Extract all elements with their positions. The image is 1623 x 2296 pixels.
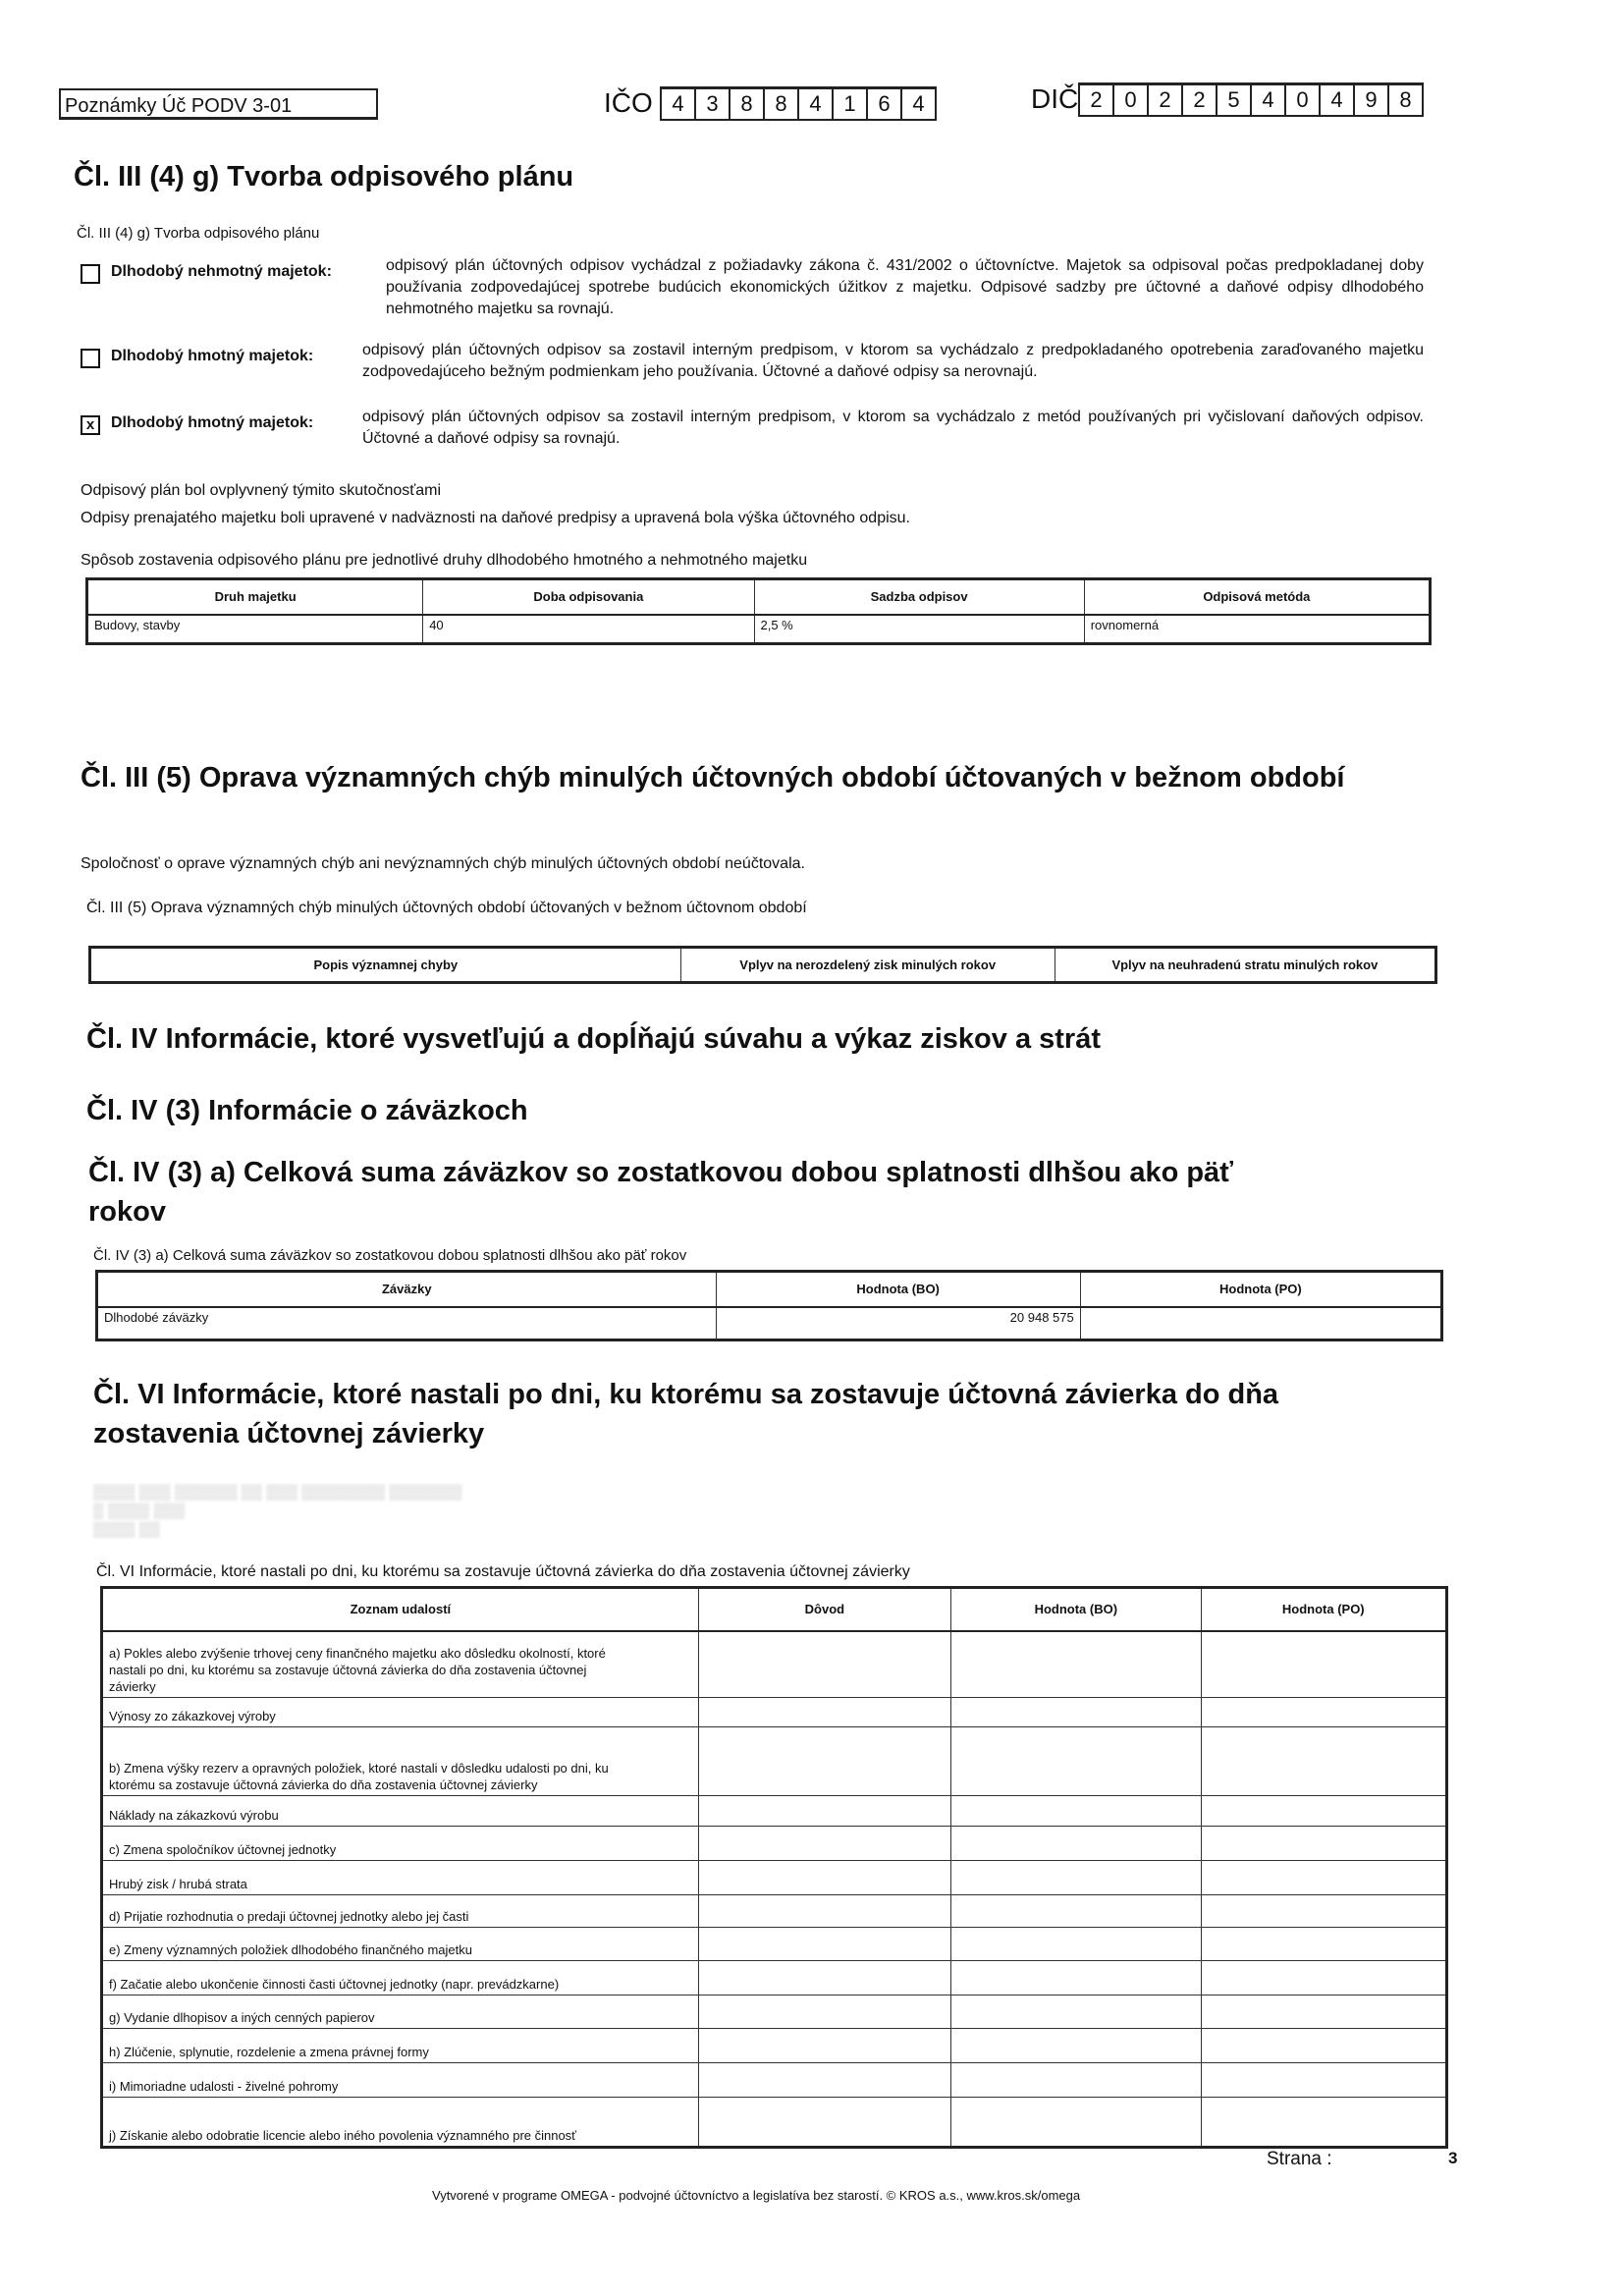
table-cell: [698, 2029, 950, 2063]
event-name: b) Zmena výšky rezerv a opravných položiek, ktoré nastali v dôsledku udalosti po dni, ku ktorému sa zostavuje účtovná závierka do dňa zostavenia účtovnej závierky: [102, 1727, 699, 1796]
section-heading: Čl. III (5) Oprava významných chýb minulých účtovných období účtovaných v bežnom období: [81, 762, 1345, 793]
table-cell: Dlhodobé záväzky: [97, 1307, 717, 1340]
column-header: Hodnota (BO): [951, 1588, 1201, 1631]
table-cell: [1201, 2098, 1446, 2148]
table-cell: [1201, 2029, 1446, 2063]
table-header-row: [87, 579, 1431, 615]
table-header-row: [102, 1588, 1447, 1631]
table-cell: rovnomerná: [1084, 615, 1430, 644]
checkbox-label: Dlhodobý hmotný majetok:: [111, 348, 314, 364]
liabilities-table: [95, 1270, 1443, 1341]
option-description: odpisový plán účtovných odpisov sa zostavil interným predpisom, v ktorom sa vychádzalo z predpokladaného opotrebenia zaraďovaného majetku zodpovedajúceho bežným podmienkam jeho používania. Účtovné a daňové odpisy sa nerovnajú.: [362, 342, 1424, 380]
table-cell: [698, 1631, 950, 1698]
column-header: Sadzba odpisov: [754, 579, 1084, 615]
checkbox[interactable]: x: [81, 415, 100, 435]
table-header-row: [97, 1272, 1442, 1307]
table-caption: Čl. IV (3) a) Celková suma záväzkov so zostatkovou dobou splatnosti dlhšou ako päť rokov: [93, 1247, 687, 1264]
table-cell: [1201, 2063, 1446, 2098]
column-header: Hodnota (PO): [1201, 1588, 1446, 1631]
ico-label: IČO: [604, 87, 653, 118]
event-name: Náklady na zákazkovú výrobu: [102, 1796, 699, 1827]
dic-digits: [1078, 82, 1424, 117]
event-name: i) Mimoriadne udalosti - živelné pohromy: [102, 2063, 699, 2098]
ico-digit: 1: [834, 89, 868, 119]
option-description: odpisový plán účtovných odpisov sa zostavil interným predpisom, v ktorom sa vychádzalo z metód používaných pri vyčislovaní daňových odpisov. Účtovné a daňové odpisy sa rovnajú.: [362, 409, 1424, 447]
table-cell: [1201, 1698, 1446, 1727]
table-cell: [698, 1796, 950, 1827]
table-row: [102, 1698, 1447, 1727]
event-name: d) Prijatie rozhodnutia o predaji účtovnej jednotky alebo jej časti: [102, 1895, 699, 1928]
ico-digit: 8: [730, 89, 765, 119]
column-header: Odpisová metóda: [1084, 579, 1430, 615]
column-header: Vplyv na nerozdelený zisk minulých rokov: [680, 948, 1055, 983]
table-cell: [1201, 1895, 1446, 1928]
table-cell: [951, 1961, 1201, 1995]
table-cell: [698, 1961, 950, 1995]
ico-digit: 4: [799, 89, 834, 119]
checkbox-label: Dlhodobý nehmotný majetok:: [111, 263, 332, 280]
section-heading: Čl. IV (3) a) Celková suma záväzkov so zostatkovou dobou splatnosti dlhšou ako päť rokov: [88, 1157, 1234, 1228]
table-cell: [951, 2029, 1201, 2063]
table-cell: 20 948 575: [716, 1307, 1080, 1340]
table-cell: [698, 1861, 950, 1895]
dic-digit: 2: [1149, 85, 1183, 115]
table-row: [102, 2029, 1447, 2063]
table-row: [102, 2098, 1447, 2148]
paragraph: Spoločnosť o oprave významných chýb ani nevýznamných chýb minulých účtovných období neúčtovala.: [81, 855, 805, 872]
dic-digit: 9: [1355, 85, 1389, 115]
ico-digit: 8: [765, 89, 799, 119]
table-cell: [1201, 1995, 1446, 2029]
column-header: Hodnota (BO): [716, 1272, 1080, 1307]
table-cell: [951, 1796, 1201, 1827]
table-cell: [698, 1827, 950, 1861]
table-row: [102, 1928, 1447, 1961]
page-label: Strana :: [1267, 2149, 1332, 2169]
checkbox[interactable]: [81, 264, 100, 284]
event-name: a) Pokles alebo zvýšenie trhovej ceny finančného majetku ako dôsledku okolností, ktoré nastali po dni, ku ktorému sa zostavuje účtovná závierka do dňa zostavenia účtovnej závierky: [102, 1631, 699, 1698]
table-row: [102, 1727, 1447, 1796]
event-name: h) Zlúčenie, splynutie, rozdelenie a zmena právnej formy: [102, 2029, 699, 2063]
dic-digit: 0: [1286, 85, 1321, 115]
table-cell: [951, 1895, 1201, 1928]
table-cell: 40: [423, 615, 754, 644]
dic-digit: 8: [1399, 87, 1412, 112]
depreciation-table: [85, 577, 1432, 645]
table-caption: Spôsob zostavenia odpisového plánu pre jednotlivé druhy dlhodobého hmotného a nehmotného majetku: [81, 552, 808, 569]
events-table: [100, 1586, 1448, 2149]
table-caption: Čl. III (5) Oprava významných chýb minulých účtovných období účtovaných v bežnom účtovnom období: [86, 900, 807, 916]
table-row: [97, 1307, 1442, 1340]
faded-text: ▒▒▒▒ ▒▒▒ ▒▒▒▒▒▒ ▒▒ ▒▒▒ ▒▒▒▒▒▒▒▒ ▒▒▒▒▒▒▒ ▒ ▒▒▒▒ ▒▒▒ ▒▒▒▒ ▒▒: [93, 1484, 462, 1538]
table-cell: Budovy, stavby: [87, 615, 423, 644]
table-cell: [1201, 1631, 1446, 1698]
column-header: Doba odpisovania: [423, 579, 754, 615]
table-cell: [698, 2098, 950, 2148]
paragraph: Odpisový plán bol ovplyvnený týmito skutočnosťami: [81, 482, 442, 499]
column-header: Hodnota (PO): [1080, 1272, 1441, 1307]
table-row: [102, 1631, 1447, 1698]
errors-table: [88, 946, 1437, 984]
column-header: Záväzky: [97, 1272, 717, 1307]
table-cell: [951, 1861, 1201, 1895]
table-cell: [1201, 1827, 1446, 1861]
table-cell: [1201, 1727, 1446, 1796]
dic-digit: 2: [1183, 85, 1217, 115]
table-cell: [951, 1631, 1201, 1698]
table-cell: [951, 1928, 1201, 1961]
table-cell: [1201, 1796, 1446, 1827]
table-cell: [698, 1698, 950, 1727]
dic-digit: 0: [1114, 85, 1149, 115]
table-cell: [951, 1727, 1201, 1796]
event-name: j) Získanie alebo odobratie licencie alebo iného povolenia významného pre činnosť: [102, 2098, 699, 2148]
dic-digit: 5: [1217, 85, 1252, 115]
table-cell: [1201, 1961, 1446, 1995]
event-name: g) Vydanie dlhopisov a iných cenných papierov: [102, 1995, 699, 2029]
table-cell: [698, 1895, 950, 1928]
table-cell: [698, 1928, 950, 1961]
table-cell: [951, 2063, 1201, 2098]
section-heading: Čl. IV Informácie, ktoré vysvetľujú a dopĺňajú súvahu a výkaz ziskov a strát: [86, 1023, 1101, 1055]
form-label: Poznámky Úč PODV 3-01: [59, 88, 378, 120]
footer-credit: Vytvorené v programe OMEGA - podvojné účtovníctvo a legislatíva bez starostí. © KROS a.s., www.kros.sk/omega: [432, 2188, 1081, 2203]
ico-digit: 4: [662, 89, 696, 119]
column-header: Dôvod: [698, 1588, 950, 1631]
ico-digit: 4: [912, 91, 925, 116]
section-heading: Čl. IV (3) Informácie o záväzkoch: [86, 1095, 528, 1126]
section-heading: Čl. VI Informácie, ktoré nastali po dni, ku ktorému sa zostavuje účtovná závierka do dňa zostavenia účtovnej závierky: [93, 1379, 1279, 1449]
table-cell: [698, 2063, 950, 2098]
event-name: Výnosy zo zákazkovej výroby: [102, 1698, 699, 1727]
table-cell: [951, 1827, 1201, 1861]
ico-digit: 3: [696, 89, 730, 119]
checkbox[interactable]: [81, 349, 100, 368]
table-cell: [951, 2098, 1201, 2148]
option-description: odpisový plán účtovných odpisov vychádzal z požiadavky zákona č. 431/2002 o účtovníctve. Majetok sa odpisoval počas predpokladanej doby používania zodpovedajúcej spotrebe budúcich ekonomických úžitkov z majetku. Odpisové sadzby pre účtovné a daňové odpisy dlhodobého nehmotného majetku sa rovnajú.: [386, 257, 1424, 317]
section-heading: Čl. III (4) g) Tvorba odpisového plánu: [74, 161, 574, 192]
table-row: [102, 1995, 1447, 2029]
table-row: [87, 615, 1431, 644]
table-row: [102, 1961, 1447, 1995]
event-name: f) Začatie alebo ukončenie činnosti časti účtovnej jednotky (napr. prevádzkarne): [102, 1961, 699, 1995]
event-name: Hrubý zisk / hrubá strata: [102, 1861, 699, 1895]
table-row: [102, 2063, 1447, 2098]
dic-label: DIČ: [1031, 83, 1079, 114]
table-cell: [698, 1727, 950, 1796]
table-caption: Čl. VI Informácie, ktoré nastali po dni, ku ktorému sa zostavuje účtovná závierka do dňa zostavenia účtovnej závierky: [96, 1563, 910, 1580]
table-header-row: [90, 948, 1436, 983]
table-row: [102, 1895, 1447, 1928]
table-cell: [1080, 1307, 1441, 1340]
ico-digit: 6: [868, 89, 902, 119]
table-cell: [698, 1995, 950, 2029]
dic-digit: 4: [1321, 85, 1355, 115]
checkbox-label: Dlhodobý hmotný majetok:: [111, 414, 314, 431]
table-cell: 2,5 %: [754, 615, 1084, 644]
dic-digit: 4: [1252, 85, 1286, 115]
column-header: Popis významnej chyby: [90, 948, 681, 983]
paragraph: Odpisy prenajatého majetku boli upravené v nadväznosti na daňové predpisy a upravená bola výška účtovného odpisu.: [81, 510, 910, 526]
page-number: 3: [1448, 2149, 1458, 2167]
event-name: e) Zmeny významných položiek dlhodobého finančného majetku: [102, 1928, 699, 1961]
ico-digits: [660, 86, 937, 121]
table-row: [102, 1827, 1447, 1861]
column-header: Druh majetku: [87, 579, 423, 615]
dic-digit: 2: [1080, 85, 1114, 115]
table-cell: [1201, 1928, 1446, 1961]
table-cell: [951, 1995, 1201, 2029]
section-subheading: Čl. III (4) g) Tvorba odpisového plánu: [77, 225, 320, 242]
table-row: [102, 1796, 1447, 1827]
column-header: Vplyv na neuhradenú stratu minulých rokov: [1055, 948, 1435, 983]
table-cell: [951, 1698, 1201, 1727]
table-row: [102, 1861, 1447, 1895]
column-header: Zoznam udalostí: [102, 1588, 699, 1631]
table-cell: [1201, 1861, 1446, 1895]
event-name: c) Zmena spoločníkov účtovnej jednotky: [102, 1827, 699, 1861]
